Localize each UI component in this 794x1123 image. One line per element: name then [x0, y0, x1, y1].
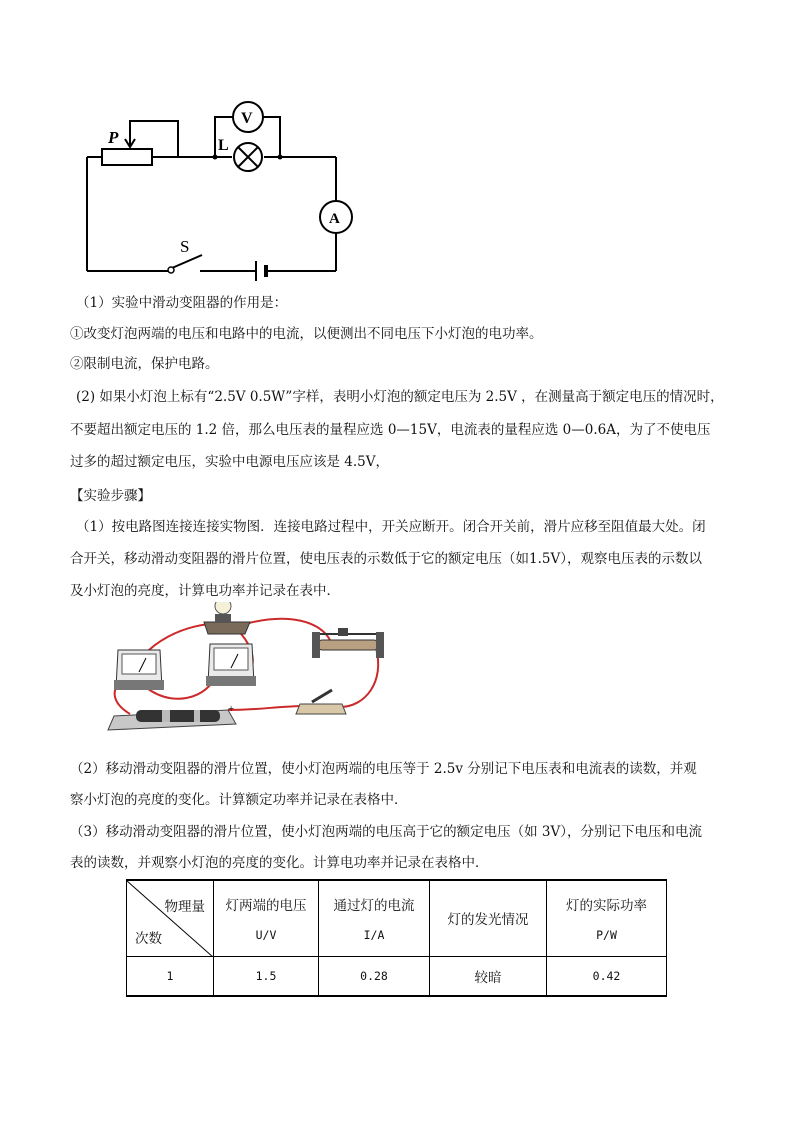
- table-row: [127, 956, 667, 996]
- para-6: 过多的超过额定电压，实验中电源电压应该是 4.5V，: [70, 454, 390, 470]
- corner-top-label: 物理量: [164, 899, 205, 915]
- cell-brightness: 较暗: [430, 956, 547, 996]
- para-3: ②限制电流，保护电路。: [70, 356, 219, 372]
- header-voltage: [214, 880, 319, 956]
- para-12: 察小灯泡的亮度的变化。计算额定功率并记录在表格中．: [70, 792, 408, 808]
- label-v: V: [241, 110, 253, 127]
- header-voltage-unit: U/V: [255, 928, 277, 943]
- table-header-row: [127, 880, 667, 956]
- para-2: ①改变灯泡两端的电压和电路中的电流，以便测出不同电压下小灯泡的电功率。: [70, 326, 543, 342]
- para-5: 不要超出额定电压的 1.2 倍，那么电压表的量程应选 0—15V，电流表的量程应选 0—0.6A，为了不使电压: [70, 422, 711, 438]
- apparatus-photo: [100, 602, 400, 742]
- rheostat-device: [318, 640, 378, 650]
- label-s: S: [180, 237, 190, 256]
- rheostat-symbol: [102, 149, 152, 165]
- switch-symbol: [172, 255, 202, 268]
- header-voltage-name: 灯两端的电压: [225, 898, 307, 915]
- label-a: A: [329, 211, 340, 227]
- para-8: （1）按电路图连接连接实物图．连接电路过程中，开关应断开。闭合开关前，滑片应移至阻值最大处。闭: [76, 519, 706, 535]
- table-corner-cell: [127, 880, 214, 956]
- section-heading-steps: 【实验步骤】: [70, 488, 151, 504]
- label-l: L: [218, 137, 229, 154]
- cell-voltage: 1.5: [214, 956, 319, 996]
- cell-current: 0.28: [319, 956, 430, 996]
- header-power-name: 灯的实际功率: [566, 898, 647, 915]
- para-14: 表的读数，并观察小灯泡的亮度的变化。计算电功率并记录在表格中．: [70, 855, 489, 871]
- bulb-icon: [215, 602, 231, 614]
- para-9: 合开关，移动滑动变阻器的滑片位置，使电压表的示数低于它的额定电压（如1.5V），观察电压表的示数以: [70, 551, 702, 567]
- corner-bottom-label: 次数: [135, 931, 162, 947]
- plus-sign: +: [228, 703, 235, 715]
- switch-device: [296, 704, 346, 714]
- para-1: （1）实验中滑动变阻器的作用是：: [76, 295, 288, 311]
- para-11: （2）移动滑动变阻器的滑片位置，使小灯泡两端的电压等于 2.5v 分别记下电压表和电流表的读数，并观: [70, 761, 697, 777]
- header-brightness-name: 灯的发光情况: [447, 912, 529, 929]
- header-current-name: 通过灯的电流: [333, 898, 415, 915]
- para-4: (2) 如果小灯泡上标有“2.5V 0.5W”字样，表明小灯泡的额定电压为 2.5V ，在测量高于额定电压的情况时，: [76, 389, 724, 405]
- header-power-unit: P/W: [596, 928, 617, 943]
- cell-power: 0.42: [547, 956, 667, 996]
- label-p: P: [108, 128, 119, 147]
- circuit-diagram: [70, 95, 370, 285]
- results-table: [126, 879, 667, 997]
- para-10: 及小灯泡的亮度，计算电功率并记录在表中．: [70, 583, 340, 599]
- header-power: [547, 880, 667, 956]
- cell-index: 1: [127, 956, 214, 996]
- header-current: [319, 880, 430, 956]
- header-brightness: [430, 880, 547, 956]
- header-current-unit: I/A: [363, 928, 385, 943]
- para-13: （3）移动滑动变阻器的滑片位置，使小灯泡两端的电压高于它的额定电压（如 3V），分别记下电压和电流: [70, 824, 702, 840]
